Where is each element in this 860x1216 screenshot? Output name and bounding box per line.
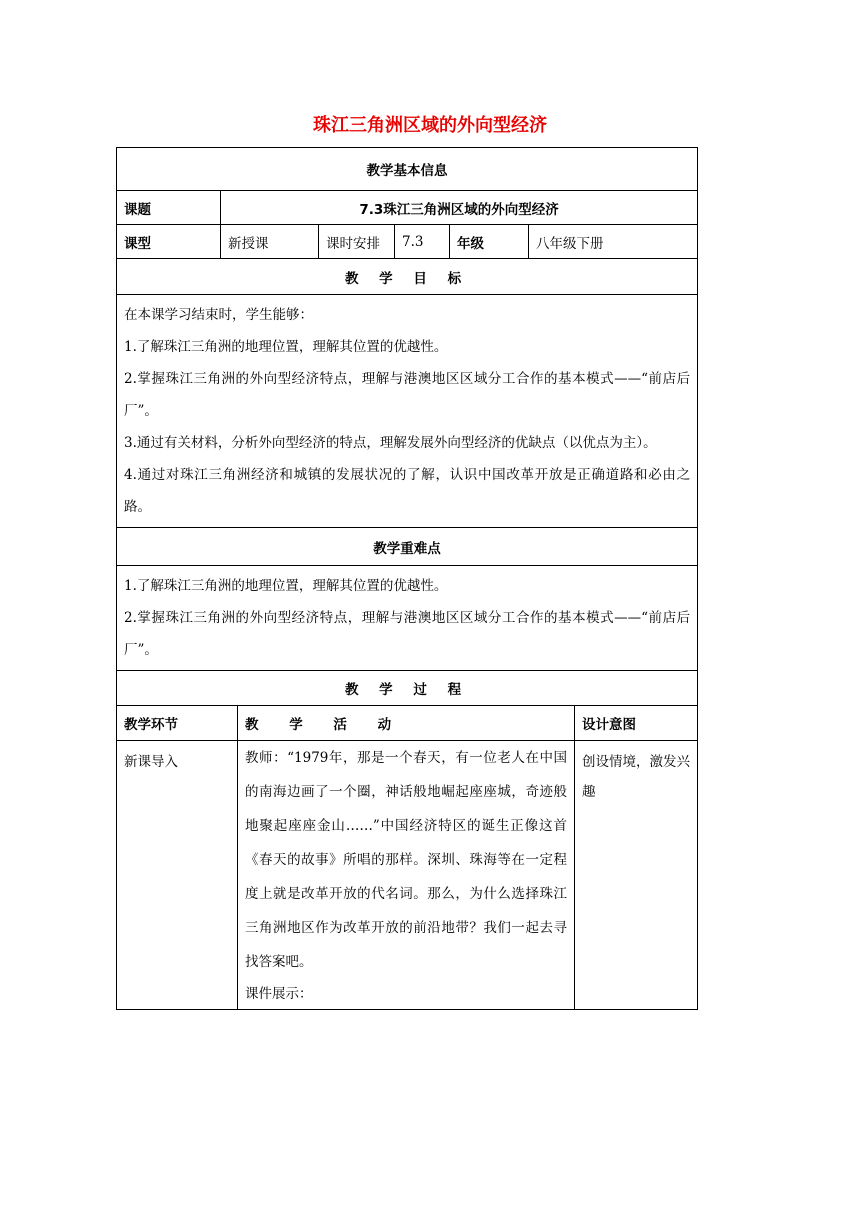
activity-column-header: 教 学 活 动	[238, 706, 575, 741]
topic-value: 7.3珠江三角洲区域的外向型经济	[221, 191, 698, 225]
process-columns-row	[117, 706, 698, 741]
key-points-body-row	[117, 566, 698, 671]
stage-cell	[117, 741, 238, 1010]
objective-item: 4.通过对珠江三角洲经济和城镇的发展状况的了解，认识中国改革开放是正确道路和必由之路。	[124, 467, 691, 515]
schedule-label: 课时安排	[319, 225, 395, 259]
stage-text: 新课导入	[124, 754, 178, 770]
grade-label: 年级	[450, 225, 529, 259]
activity-text: 教师：“1979年，那是一个春天，有一位老人在中国的南海边画了一个圈，神话般地崛起座座城，奇迹般地聚起座座金山……”中国经济特区的诞生正像这首《春天的故事》所唱的那样。深圳、珠海等在一定程度上就是改革开放的代名词。那么，为什么选择珠江三角洲地区作为改革开放的前沿地带？我们一起去寻找答案吧。	[245, 750, 567, 970]
process-header-row	[117, 671, 698, 706]
activity-extra-text: 课件展示：	[245, 986, 313, 1002]
key-point-item: 1.了解珠江三角洲的地理位置，理解其位置的优越性。	[124, 578, 448, 594]
schedule-value: 7.3	[395, 225, 450, 259]
objectives-header-row	[117, 259, 698, 295]
type-row	[117, 225, 698, 259]
basic-info-heading: 教学基本信息	[117, 148, 698, 191]
key-points-header-row	[117, 528, 698, 566]
type-value: 新授课	[221, 225, 319, 259]
objective-item: 1.了解珠江三角洲的地理位置，理解其位置的优越性。	[124, 339, 448, 355]
objectives-body	[117, 295, 698, 528]
stage-column-header: 教学环节	[117, 706, 238, 741]
process-row	[117, 741, 698, 1010]
basic-info-header-row	[117, 148, 698, 191]
key-points-body	[117, 566, 698, 671]
objective-item: 2.掌握珠江三角洲的外向型经济特点，理解与港澳地区区域分工合作的基本模式——“前店后厂”。	[124, 371, 691, 419]
grade-value: 八年级下册	[529, 225, 698, 259]
objectives-intro: 在本课学习结束时，学生能够：	[124, 307, 313, 323]
objectives-body-row	[117, 295, 698, 528]
objective-item: 3.通过有关材料，分析外向型经济的特点，理解发展外向型经济的优缺点（以优点为主）。	[124, 435, 657, 451]
type-label: 课型	[117, 225, 221, 259]
intent-text: 创设情境，激发兴趣	[582, 754, 690, 800]
key-points-heading: 教学重难点	[117, 528, 698, 566]
document-title: 珠江三角洲区域的外向型经济	[313, 115, 547, 136]
key-point-item: 2.掌握珠江三角洲的外向型经济特点，理解与港澳地区区域分工合作的基本模式——“前店后厂”。	[124, 610, 691, 658]
intent-cell	[575, 741, 698, 1010]
intent-column-header: 设计意图	[575, 706, 698, 741]
activity-cell	[238, 741, 575, 1010]
topic-label: 课题	[117, 191, 221, 225]
objectives-heading: 教 学 目 标	[117, 259, 698, 295]
process-heading: 教 学 过 程	[117, 671, 698, 706]
lesson-plan-table	[116, 147, 698, 1010]
topic-row	[117, 191, 698, 225]
